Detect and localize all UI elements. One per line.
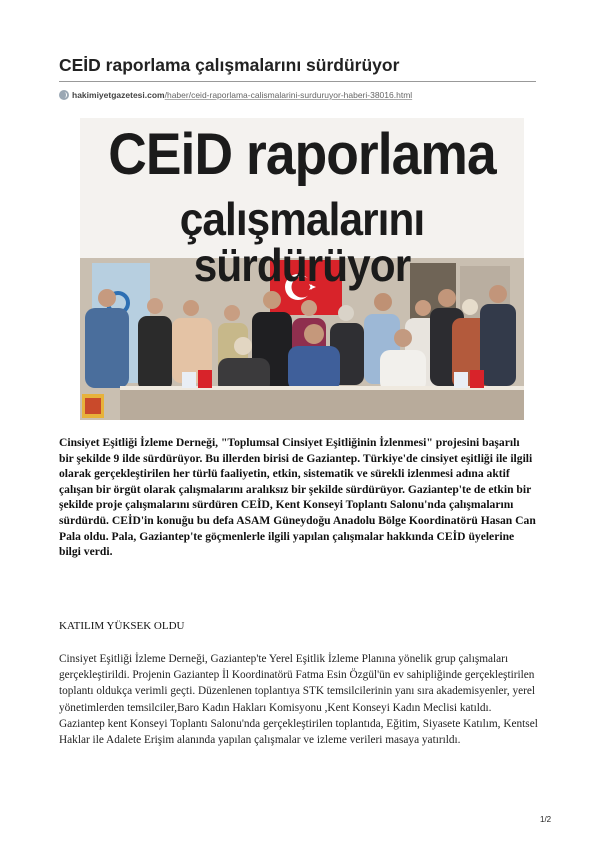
source-domain: hakimiyetgazetesi.com bbox=[72, 90, 165, 100]
title-divider bbox=[59, 81, 536, 82]
photo-headline-line1: CEiD raporlama bbox=[108, 122, 496, 187]
photo-headline-banner bbox=[80, 118, 524, 291]
lead-paragraph: Cinsiyet Eşitliği İzleme Derneği, "Toplumsal Cinsiyet Eşitliğinin İzlenmesi" projesini başarılı bir şekilde 9 ilde sürdürüyor. Bu illerden birisi de Gaziantep. Türkiye'de cinsiyet eşitliği ile ilgili olarak gerçekleştirilen her türlü faaliyetin, etkin, sistematik ve sürekli izlenmesi adına aktif çalışan bir örgüt olarak çalışmalarını aralıksız bir şekilde sürdürüyor. Gaziantep'te de etkin bir şekilde proje çalışmalarını sürdüren CEİD, Kent Konseyi Toplantı Salonu'nda çalışmalarını sürdürdü. CEİD'in konuğu bu defa ASAM Güneydoğu Anadolu Bölge Koordinatörü Hasan Can Pala oldu. Pala, Gaziantep'te göçmenlerle ilgili yapılan çalışmalar hakkında CEİD üyelerine bilgi verdi. bbox=[59, 436, 536, 559]
photo-headline-line2: çalışmalarını sürdürüyor bbox=[179, 193, 425, 291]
source-url bbox=[59, 88, 539, 102]
body-paragraph: Cinsiyet Eşitliği İzleme Derneği, Gaziantep'te Yerel Eşitlik İzleme Planına yönelik grup çalışmaları gerçekleştirildi. Projenin Gaziantep İl Koordinatörü Fatma Esin Özgül'ün ev sahipliğinde gerçekleştirilen toplantı oldukça verimli geçti. Düzenlenen toplantıya STK temsilcilerinin yanı sıra akademisyenler, yerel yönetimlerden temsilciler,Baro Kadın Hakları Komisyonu ,Kent Konseyi Kadın Meclisi katıldı. Gaziantep kent Konseyi Toplantı Salonu'nda gerçekleştirilen toplantıda, Eğitim, Siyasete Katılım, Kentsel Haklar ile Adalete Erişim alanında yapılan çalışmalar ve izleme verileri masaya yatırıldı. bbox=[59, 653, 538, 747]
article-title: CEİD raporlama çalışmalarını sürdürüyor bbox=[59, 55, 400, 75]
source-path: /haber/ceid-raporlama-calismalarini-surduruyor-haberi-38016.html bbox=[164, 90, 413, 100]
article-photo bbox=[80, 118, 524, 420]
source-link[interactable] bbox=[72, 90, 412, 100]
link-icon bbox=[59, 90, 69, 100]
page-number: 1/2 bbox=[540, 815, 552, 824]
section-heading: KATILIM YÜKSEK OLDU bbox=[59, 620, 185, 632]
